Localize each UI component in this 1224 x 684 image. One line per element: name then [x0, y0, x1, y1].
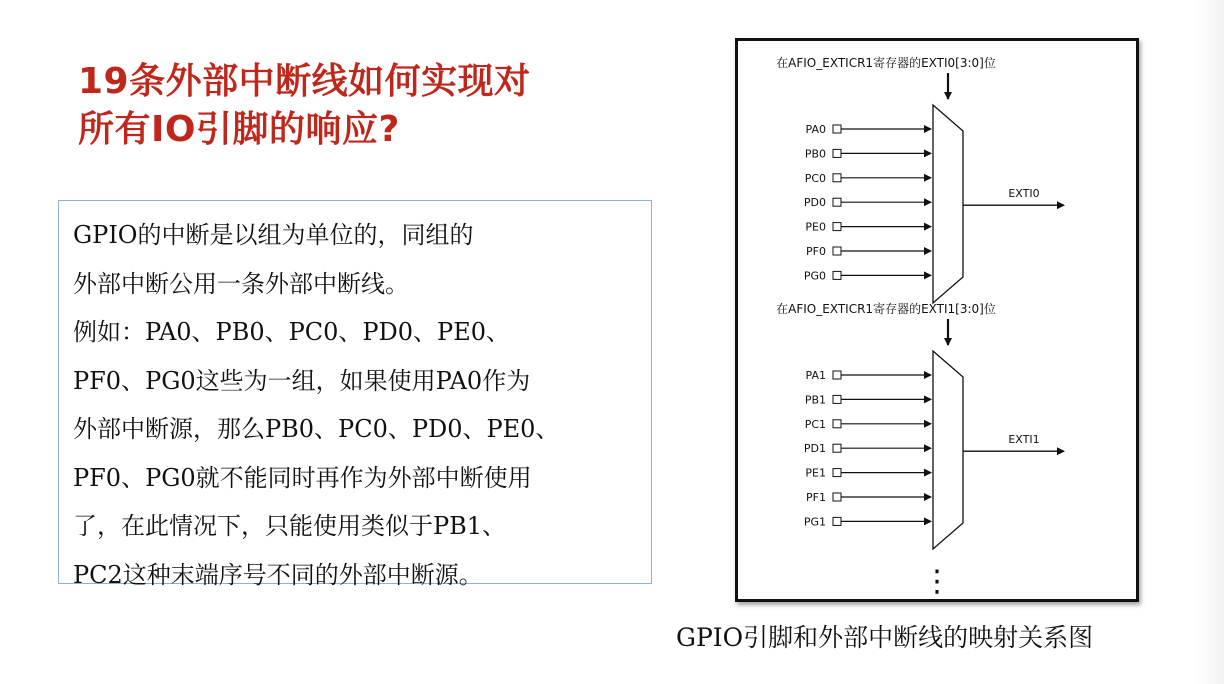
mux-block	[933, 351, 963, 549]
mux-group-exti1	[776, 301, 1064, 549]
figure-caption: GPIO引脚和外部中断线的映射关系图	[676, 623, 1094, 652]
pin-label: PE1	[805, 466, 826, 480]
pin-label: PA1	[805, 369, 826, 382]
mux-block	[933, 105, 963, 303]
mux-group-exti0	[776, 55, 1064, 303]
output-label: EXTI0	[1008, 187, 1040, 201]
pin-square	[833, 493, 841, 501]
pin-square	[833, 223, 841, 231]
description-box	[58, 200, 652, 589]
pin-square	[833, 371, 841, 379]
mapping-diagram-svg	[738, 41, 1136, 599]
pin-label: PE0	[805, 220, 826, 234]
pin-label: PG1	[803, 515, 826, 529]
description-line: GPIO的中断是以组为单位的，同组的	[73, 221, 474, 249]
slide-edge-shadow	[1196, 0, 1224, 684]
description-line: PF0、PG0就不能同时再作为外部中断使用	[73, 463, 532, 492]
pin-label: PG0	[803, 269, 826, 283]
description-line: PC2这种末端序号不同的外部中断源。	[73, 560, 483, 589]
pin-square	[833, 125, 841, 133]
pin-label: PD0	[803, 196, 826, 210]
pin-square	[833, 395, 841, 403]
pin-label: PC0	[804, 171, 826, 185]
description-line: 了，在此情况下，只能使用类似于PB1、	[73, 512, 507, 540]
pin-square	[833, 469, 841, 477]
pin-label: PB0	[804, 147, 826, 161]
pin-label: PB1	[804, 393, 826, 407]
pin-label: PC1	[804, 417, 826, 431]
pin-square	[833, 247, 841, 255]
mapping-diagram	[735, 38, 1139, 602]
pin-label: PF1	[806, 491, 826, 504]
pin-square	[833, 444, 841, 452]
register-label: 在AFIO_EXTICR1寄存器的EXTI0[3:0]位	[776, 56, 996, 70]
output-label: EXTI1	[1008, 433, 1040, 447]
pin-label: PF0	[806, 245, 826, 258]
description-line: 例如：PA0、PB0、PC0、PD0、PE0、	[73, 318, 510, 346]
title-line-1: 19条外部中断线如何实现对	[78, 61, 531, 102]
description-line: 外部中断公用一条外部中断线。	[73, 269, 409, 298]
description-line: 外部中断源，那么PB0、PC0、PD0、PE0、	[73, 415, 560, 443]
slide-title	[78, 58, 638, 154]
pin-square	[833, 174, 841, 182]
pin-square	[833, 517, 841, 525]
description-line: PF0、PG0这些为一组，如果使用PA0作为	[73, 366, 531, 395]
pin-square	[833, 271, 841, 279]
title-line-2: 所有IO引脚的响应?	[78, 109, 400, 150]
continuation-dots: ⋮	[922, 564, 952, 599]
pin-label: PA0	[805, 123, 826, 136]
pin-square	[833, 198, 841, 206]
pin-square	[833, 149, 841, 157]
pin-square	[833, 420, 841, 428]
pin-label: PD1	[803, 442, 826, 456]
register-label: 在AFIO_EXTICR1寄存器的EXTI1[3:0]位	[776, 302, 996, 316]
